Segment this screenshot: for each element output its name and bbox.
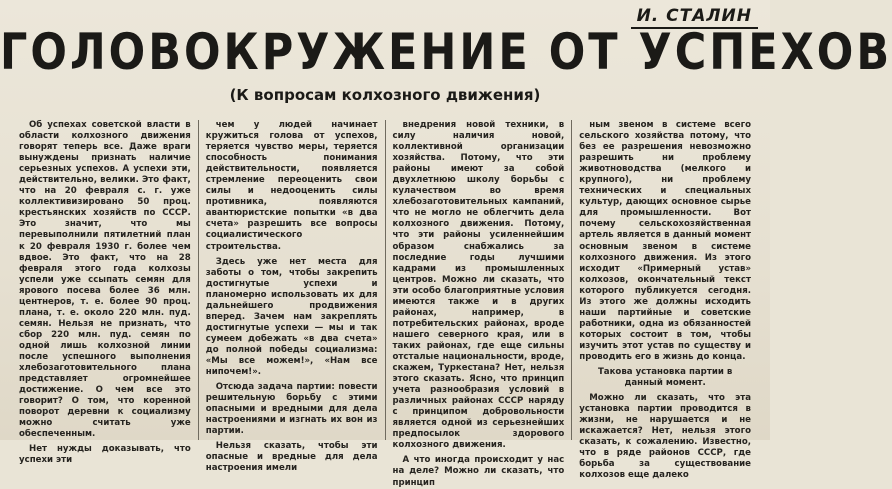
text-column-4 (572, 120, 758, 481)
paragraph: Можно ли сказать, что эта установка партии проводится в жизни, не нарушается и не искажается? Нет, нельзя этого сказать, к сожалению. Известно, что в ряде районов СССР, где борьба за существование колхозов еще далеко (579, 393, 751, 481)
text-column-2 (199, 120, 386, 474)
text-column-3 (386, 120, 573, 488)
paragraph: внедрения новой техники, в силу наличия новой, коллективной организации хозяйства. Потому, что эти районы имеют за собой двухлетнюю школу борьбы с кулачеством во время хлебозаготовительных кампаний, что не могло не облегчить дела колхозного движения. Потому, что эти районы усиленнейшим образом снабжались за последние годы лучшими кадрами из промышленных центров. Можно ли сказать, что эти особо благоприятные условия имеются также и в других районах, например, в потребительских районах, вроде нашего северного края, или в таких районах, где еще сильны отсталые национальности, вроде, скажем, Туркестана? Нет, нельзя этого сказать. Ясно, что принцип учета разнообразия условий в различных районах СССР наряду с принципом добровольности является одной из серьезнейших предпосылок здорового колхозного движения. (392, 120, 565, 451)
article-subtitle: (К вопросам колхозного движения) (229, 86, 541, 104)
paragraph: ным звеном в системе всего сельского хозяйства потому, что без ее разрешения невозможно разрешить ни проблему животноводства (мелкого и крупного), ни проблему технических и специальных культур, дающих основное сырье для промышленности. Вот почему сельскохозяйственная артель является в данный момент основным звеном в системе колхозного движения. Из этого исходит «Примерный устав» колхозов, окончательный текст которого публикуется сегодня. Из этого же должны исходить наши партийные и советские работники, одна из обязанностей которых состоит в том, чтобы изучить этот устав по существу и проводить его в жизнь до конца. (579, 120, 751, 362)
article-title: ГОЛОВОКРУЖЕНИЕ ОТ УСПЕХОВ (0, 24, 892, 82)
paragraph: Нет нужды доказывать, что успехи эти (19, 444, 191, 466)
paragraph: Об успехах советской власти в области колхозного движения говорят теперь все. Даже враги вынуждены признать наличие серьезных успехов. А успехи эти, действительно, велики. Это факт, что на 20 февраля с. г. уже коллективизировано 50 проц. крестьянских хозяйств по СССР. Это значит, что мы перевыполнили пятилетний план к 20 февраля 1930 г. более чем вдвое. Это факт, что на 28 февраля этого года колхозы успели уже ссыпать семян для ярового посева более 36 млн. центнеров, т. е. более 90 проц. плана, т. е. около 220 млн. пуд. семян. Нельзя не признать, что сбор 220 млн. пуд. семян по одной лишь колхозной линии после успешного выполнения хлебозаготовительного плана представляет огромнейшее достижение. О чем все это говорит? О том, что коренной поворот деревни к социализму можно считать уже обеспеченным. (19, 120, 191, 440)
paragraph: А что иногда происходит у нас на деле? Можно ли сказать, что принцип (392, 455, 565, 488)
article-body (12, 120, 758, 488)
paragraph: чем у людей начинает кружиться голова от успехов, теряется чувство меры, теряется способность понимания действительности, появляется стремление переоценить свои силы и недооценить силы противника, появляются авантюристские попытки «в два счета» разрешить все вопросы социалистического строительства. (205, 120, 378, 252)
paragraph: Нельзя сказать, чтобы эти опасные и вредные для дела настроения имели (205, 441, 378, 474)
paragraph: Здесь уже нет места для заботы о том, чтобы закрепить достигнутые успехи и планомерно использовать их для дальнейшего продвижения вперед. Зачем нам закреплять достигнутые успехи — мы и так сумеем добежать «в два счета» до полной победы социализма: «Мы все можем!», «Нам все нипочем!». (205, 256, 378, 378)
paragraph: Отсюда задача партии: повести решительную борьбу с этими опасными и вредными для дела настроениями и изгнать их вон из партии. (205, 382, 378, 437)
paragraph: Такова установка партии в данный момент. (597, 367, 733, 389)
text-column-1 (12, 120, 199, 466)
author-byline: И. СТАЛИН (631, 6, 758, 29)
